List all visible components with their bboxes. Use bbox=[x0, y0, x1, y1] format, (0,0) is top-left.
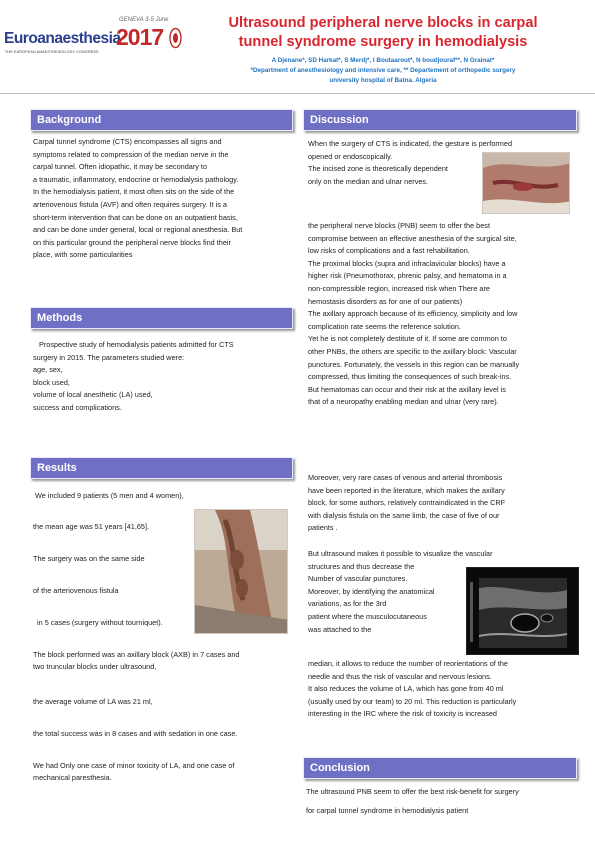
text-line: opened or endoscopically. bbox=[308, 151, 393, 161]
discussion-text bbox=[308, 220, 578, 409]
text-line: short-term intervention that can be done on an outpatient basis, bbox=[33, 212, 238, 222]
text-line: carpal tunnel. Often idiopathic, it may be secondary to bbox=[33, 162, 208, 172]
text-line: Number of vascular punctures. bbox=[308, 574, 408, 584]
text-line: only on the median and ulnar nerves. bbox=[308, 176, 429, 186]
results-line: two truncular blocks under ultrasound, bbox=[33, 662, 157, 671]
text-line: But hematomas can occur and their risk at the axillary level is bbox=[308, 384, 506, 394]
background-heading: Background bbox=[30, 109, 293, 131]
text-line: symptoms related to compression of the median nerve in the bbox=[33, 149, 229, 159]
forearm-photo-image bbox=[195, 510, 288, 634]
title-line: tunnel syndrome surgery in hemodialysis bbox=[238, 34, 528, 50]
logo-brand: Euroanaesthesia bbox=[4, 30, 121, 47]
poster-title bbox=[188, 14, 578, 52]
text-line: complication rate seems the reference solution. bbox=[308, 321, 461, 331]
text-line: Prospective study of hemodialysis patients admitted for CTS bbox=[39, 340, 234, 349]
text-line: Moreover, very rare cases of venous and arterial thrombosis bbox=[308, 473, 503, 482]
header-divider bbox=[0, 93, 595, 94]
affiliation: university hospital of Batna. Algeria bbox=[329, 77, 437, 84]
text-line: volume of local anesthetic (LA) used, bbox=[33, 390, 153, 400]
text-line: interesting in the IRC where the risk of toxicity is increased bbox=[308, 709, 497, 719]
text-line: When the surgery of CTS is indicated, the gesture is performed bbox=[308, 139, 513, 148]
surgery-photo bbox=[482, 152, 570, 214]
results-line: in 5 cases (surgery without tourniquet). bbox=[37, 618, 163, 627]
text-line: The ultrasound PNB seem to offer the best risk-benefit for surgery bbox=[306, 787, 519, 796]
text-line: have been reported in the literature, which makes the axillary bbox=[308, 485, 505, 495]
methods-text bbox=[33, 339, 289, 415]
text-line: a traumatic, inflammatory, endocrine or hemodialysis pathology. bbox=[33, 174, 239, 184]
conclusion-heading: Conclusion bbox=[303, 757, 577, 779]
text-line: block, for some authors, relatively contraindicated in the CRF bbox=[308, 498, 506, 508]
results-line: the average volume of LA was 21 ml, bbox=[33, 697, 153, 706]
results-line: mechanical paresthesia. bbox=[33, 773, 112, 782]
text-line: Moreover, by identifying the anatomical bbox=[308, 586, 435, 596]
title-line: Ultrasound peripheral nerve blocks in carpal bbox=[228, 15, 538, 31]
text-line: The axillary approach because of its efficiency, simplicity and low bbox=[308, 309, 518, 319]
results-line: The block performed was an axillary block (AXB) in 7 cases and bbox=[33, 650, 240, 659]
text-line: non-compressible region, increased risk when There are bbox=[308, 283, 490, 293]
discussion-text bbox=[308, 472, 578, 535]
logo-tagline: THE EUROPEAN ANAESTHESIOLOGY CONGRESS bbox=[5, 50, 99, 54]
results-heading: Results bbox=[30, 457, 293, 479]
text-line: patient where the musculocutaneous bbox=[308, 611, 427, 621]
text-line: for carpal tunnel syndrome in hemodialysis patient bbox=[306, 805, 469, 815]
ultrasound-image bbox=[466, 567, 579, 655]
text-line: compromise between an effective anesthesia of the surgical site, bbox=[308, 233, 517, 243]
methods-heading: Methods bbox=[30, 307, 293, 329]
affiliation: *Department of anesthesiology and intensive care, ** Departement of orthopedic surgery bbox=[250, 67, 516, 74]
text-line: needle and thus the risk of vascular and nervous lesions. bbox=[308, 671, 492, 681]
logo-city: GENEVA 3-5 June bbox=[119, 17, 169, 23]
text-line: was attached to the bbox=[308, 624, 372, 634]
text-line: It also reduces the volume of LA, which has gone from 40 ml bbox=[308, 684, 504, 694]
ultrasound-scan-image bbox=[467, 568, 579, 655]
results-line: We had Only one case of minor toxicity of LA, and one case of bbox=[33, 761, 235, 770]
results-line: of the arteriovenous fistula bbox=[33, 586, 119, 595]
discussion-text bbox=[308, 658, 578, 721]
text-line: the peripheral nerve blocks (PNB) seem to offer the best bbox=[308, 221, 490, 230]
conclusion-text bbox=[306, 786, 578, 817]
forearm-fistula-photo bbox=[194, 509, 288, 634]
text-line: structures and thus decrease the bbox=[308, 561, 415, 571]
text-line: on this particular ground the peripheral nerve blocks find their bbox=[33, 237, 231, 247]
logo-year: 2017 bbox=[116, 24, 164, 50]
esa-badge-icon bbox=[169, 27, 182, 49]
text-line: But ultrasound makes it possible to visualize the vascular bbox=[308, 549, 493, 558]
results-line: the mean age was 51 years [41,65]. bbox=[33, 522, 150, 531]
authors: A Djenane*, SD Harkat*, S Merdj*, I Boutaarout*, N boudjouraf**, N Grainat* bbox=[271, 57, 495, 64]
surgery-photo-image bbox=[483, 153, 570, 214]
background-text bbox=[33, 136, 289, 262]
text-line: low risks of complications and a fast rehabilitation. bbox=[308, 246, 470, 256]
text-line: punctures. Fortunately, the vessels in this region can be manually bbox=[308, 359, 520, 369]
text-line: The proximal blocks (supra and infraclavicular blocks) have a bbox=[308, 258, 506, 268]
text-line: compressed, thus limiting the consequences of such break-ins. bbox=[308, 372, 512, 382]
text-line: success and complications. bbox=[33, 402, 122, 412]
results-line: The surgery was on the same side bbox=[33, 554, 145, 563]
text-line: place, with some particularities bbox=[33, 250, 133, 260]
author-block bbox=[188, 56, 578, 86]
text-line: hemostasis disorders as for one of our patients) bbox=[308, 296, 463, 306]
text-line: median, it allows to reduce the number of reorientations of the bbox=[308, 659, 508, 668]
discussion-heading: Discussion bbox=[303, 109, 577, 131]
text-line: with dialysis fistula on the same limb, the case of five of our bbox=[308, 510, 500, 520]
results-line: the total success was in 8 cases and with sedation in one case. bbox=[33, 729, 238, 738]
text-line: The incised zone is theoretically dependent bbox=[308, 164, 448, 174]
text-line: higher risk (Pneumothorax, phrenic palsy, and hematoma in a bbox=[308, 271, 507, 281]
text-line: surgery in 2015. The parameters studied were: bbox=[33, 352, 185, 362]
text-line: arteriovenous fistula (AVF) and often requires surgery. It is a bbox=[33, 199, 227, 209]
text-line: Yet he is not completely destitute of it. If some are common to bbox=[308, 334, 507, 344]
text-line: age, sex, bbox=[33, 365, 63, 375]
euroanaesthesia-logo bbox=[4, 14, 182, 64]
text-line: In the hemodialysis patient, it most often sits on the side of the bbox=[33, 187, 235, 197]
text-line: patients . bbox=[308, 523, 338, 533]
text-line: Carpal tunnel syndrome (CTS) encompasses all signs and bbox=[33, 137, 222, 146]
text-line: variations, as for the 3rd bbox=[308, 599, 387, 609]
text-line: and can be done under general, local or regional anesthesia. But bbox=[33, 225, 243, 235]
text-line: (usually used by our team) to 20 ml. This reduction is particularly bbox=[308, 696, 517, 706]
text-line: block used, bbox=[33, 377, 70, 387]
results-line: We included 9 patients (5 men and 4 women), bbox=[35, 491, 184, 500]
text-line: other PNBs, the others are specific to the axillary block: Vascular bbox=[308, 346, 517, 356]
text-line: that of a neuropathy enabling median and ulnar (very rare). bbox=[308, 397, 499, 407]
